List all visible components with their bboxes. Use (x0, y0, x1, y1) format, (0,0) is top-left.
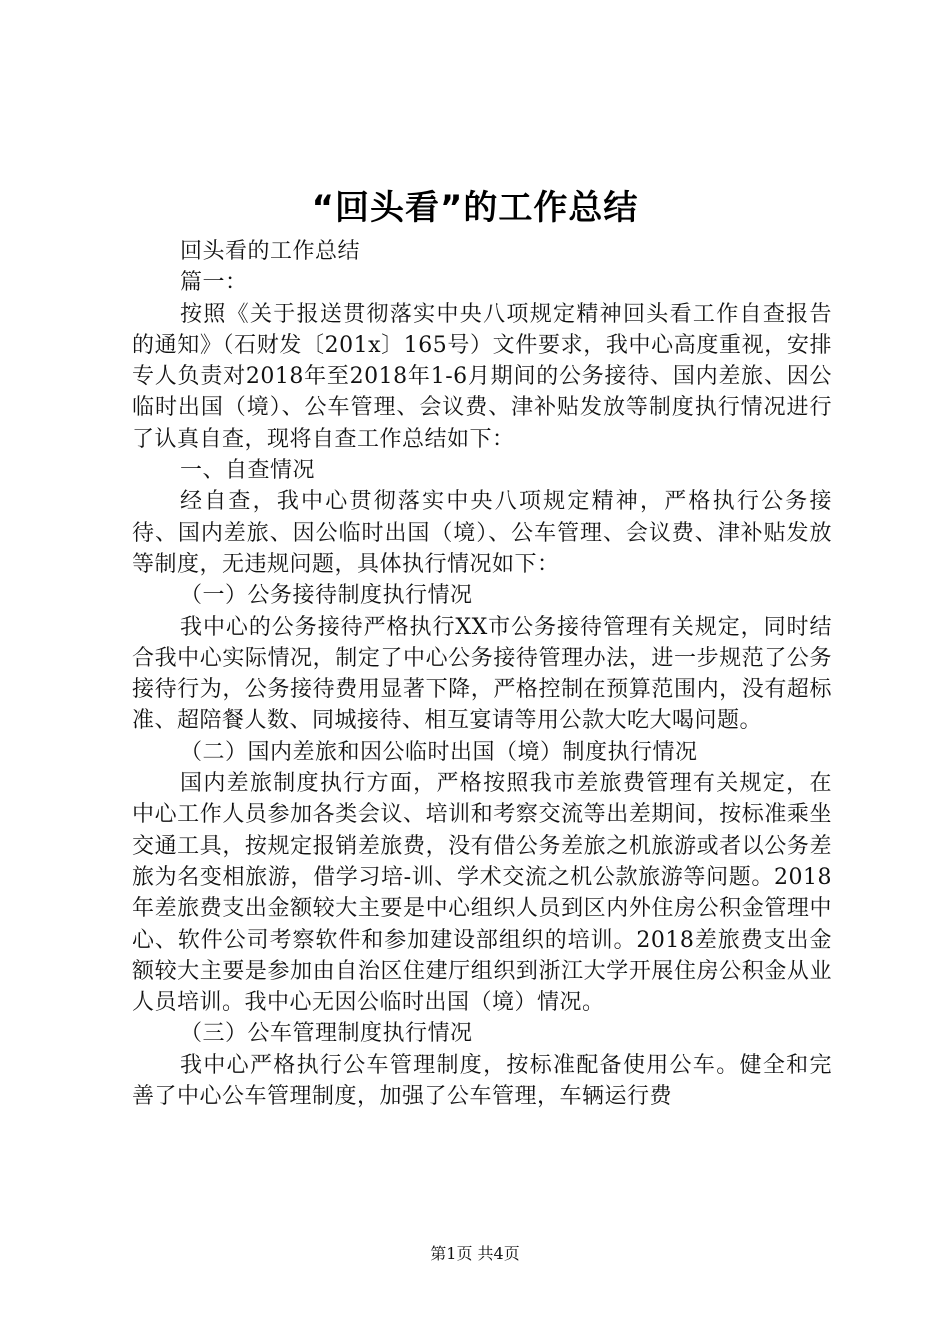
page-footer: 第1页 共4页 (430, 1244, 520, 1263)
subheading-travel: （二）国内差旅和因公临时出国（境）制度执行情况 (180, 739, 698, 765)
paragraph-self-check: 经自查，我中心贯彻落实中央八项规定精神，严格执行公务接待、国内差旅、因公临时出国（境）、公车管理、会议费、津补贴发放等制度，无违规问题，具体执行情况如下： (132, 489, 832, 577)
paragraph-intro: 按照《关于报送贯彻落实中央八项规定精神回头看工作自查报告的通知》（石财发〔201x〕165号）文件要求，我中心高度重视，安排专人负责对2018年至2018年1-6月期间的公务接待、国内差旅、因公临时出国（境）、公车管理、会议费、津补贴发放等制度执行情况进行了认真自查，现将自查工作总结如下： (132, 301, 832, 452)
paragraph-travel: 国内差旅制度执行方面，严格按照我市差旅费管理有关规定，在中心工作人员参加各类会议、培训和考察交流等出差期间，按标准乘坐交通工具，按规定报销差旅费，没有借公务差旅之机旅游或者以公务差旅为名变相旅游，借学习培-训、学术交流之机公款旅游等问题。2018年差旅费支出金额较大主要是中心组织人员到区内外住房公积金管理中心、软件公司考察软件和参加建设部组织的培训。2018差旅费支出金额较大主要是参加由自治区住建厅组织到浙江大学开展住房公积金从业人员培训。我中心无因公临时出国（境）情况。 (132, 771, 832, 1016)
subheading-vehicles: （三）公车管理制度执行情况 (180, 1021, 473, 1047)
document-body (132, 236, 832, 1112)
document-title: “回头看”的工作总结 (311, 188, 639, 228)
paragraph-reception: 我中心的公务接待严格执行XX市公务接待管理有关规定，同时结合我中心实际情况，制定了中心公务接待管理办法，进一步规范了公务接待行为，公务接待费用显著下降，严格控制在预算范围内，没有超标准、超陪餐人数、同城接待、相互宴请等用公款大吃大喝问题。 (132, 614, 832, 734)
subheading-reception: （一）公务接待制度执行情况 (180, 583, 473, 609)
section-heading-self-check: 一、自查情况 (180, 458, 316, 484)
paragraph-part-label: 篇一： (180, 270, 248, 296)
paragraph-subtitle: 回头看的工作总结 (180, 239, 361, 264)
paragraph-vehicles: 我中心严格执行公车管理制度，按标准配备使用公车。健全和完善了中心公车管理制度，加强了公车管理，车辆运行费 (132, 1052, 832, 1110)
